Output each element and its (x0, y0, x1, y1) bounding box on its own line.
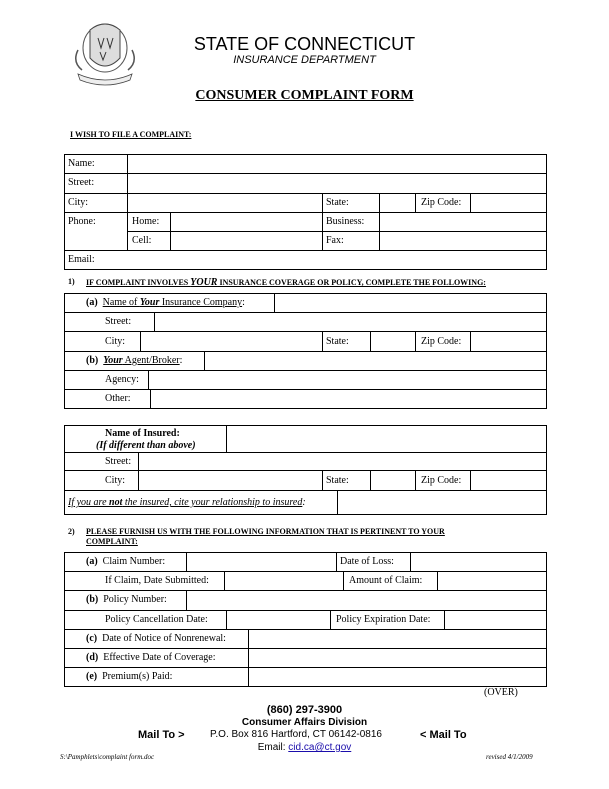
cell-phone-field[interactable] (171, 232, 321, 249)
street-label: Street: (68, 177, 95, 188)
insured-city-label: City: (105, 475, 126, 486)
premium-paid-field[interactable] (249, 668, 545, 685)
home-phone-label: Home: (132, 216, 160, 227)
amount-of-claim-field[interactable] (438, 572, 545, 589)
section-1-number: 1) (68, 277, 75, 286)
insured-street-label: Street: (105, 456, 132, 467)
insured-name-note: (If different than above) (96, 440, 196, 451)
business-phone-field[interactable] (380, 213, 545, 230)
insurance-company-label: (a) Name of Your Insurance Company: (86, 297, 245, 308)
expiration-date-field[interactable] (445, 611, 545, 628)
file-path: S:\Pamphlets\complaint form.doc (60, 753, 155, 761)
complaint-heading: I WISH TO FILE A COMPLAINT: (70, 130, 192, 139)
zip-field[interactable] (471, 194, 545, 211)
claim-number-field[interactable] (187, 553, 335, 570)
over-note: (OVER) (484, 687, 518, 698)
section-2-heading-line-1: PLEASE FURNISH US WITH THE FOLLOWING INFORMATION THAT IS PERTINENT TO YOUR (86, 527, 445, 536)
agent-broker-label: (b) Your Agent/Broker: (86, 355, 183, 366)
other-label: Other: (105, 393, 131, 404)
agency-label: Agency: (105, 374, 139, 385)
company-zip-label: Zip Code: (421, 336, 462, 347)
insured-name-label: Name of Insured: (105, 428, 180, 439)
state-label: State: (326, 197, 349, 208)
policy-number-field[interactable] (187, 591, 545, 609)
policy-number-label: (b) Policy Number: (86, 594, 167, 605)
claim-date-submitted-label: If Claim, Date Submitted: (105, 575, 209, 586)
claim-date-submitted-field[interactable] (225, 572, 342, 589)
date-of-loss-label: Date of Loss: (340, 556, 394, 567)
revised-date: revised 4/1/2009 (486, 753, 533, 761)
effective-date-label: (d) Effective Date of Coverage: (86, 652, 216, 663)
mail-to-left: Mail To > (138, 729, 185, 741)
email-link[interactable]: cid.ca@ct.gov (288, 742, 352, 753)
email-label: Email: (68, 254, 95, 265)
zip-label: Zip Code: (421, 197, 462, 208)
business-phone-label: Business: (326, 216, 365, 227)
date-of-loss-field[interactable] (411, 553, 545, 570)
insured-city-field[interactable] (139, 471, 321, 489)
form-title: CONSUMER COMPLAINT FORM (195, 88, 414, 103)
effective-date-field[interactable] (249, 649, 545, 666)
cell-phone-label: Cell: (132, 235, 152, 246)
company-state-field[interactable] (371, 332, 414, 350)
fax-field[interactable] (380, 232, 545, 249)
agent-broker-field[interactable] (205, 352, 545, 369)
company-street-field[interactable] (155, 313, 545, 330)
department-subtitle: INSURANCE DEPARTMENT (233, 54, 376, 66)
city-label: City: (68, 197, 89, 208)
insured-zip-field[interactable] (471, 471, 545, 489)
fax-label: Fax: (326, 235, 344, 246)
name-label: Name: (68, 158, 95, 169)
insured-state-field[interactable] (371, 471, 414, 489)
company-zip-field[interactable] (471, 332, 545, 350)
nonrenewal-date-field[interactable] (249, 630, 545, 647)
section-1-heading: IF COMPLAINT INVOLVES YOUR INSURANCE COVERAGE OR POLICY, COMPLETE THE FOLLOWING: (86, 277, 486, 288)
state-title: STATE OF CONNECTICUT (193, 34, 416, 54)
company-state-label: State: (326, 336, 349, 347)
nonrenewal-date-label: (c) Date of Notice of Nonrenewal: (86, 633, 226, 644)
footer-address: P.O. Box 816 Hartford, CT 06142-0816 (210, 729, 382, 740)
footer-email-line: Email: cid.ca@ct.gov (257, 742, 352, 753)
amount-of-claim-label: Amount of Claim: (349, 575, 423, 586)
insured-street-field[interactable] (139, 453, 545, 469)
street-field[interactable] (128, 174, 545, 192)
email-field[interactable] (110, 251, 545, 268)
section-2-heading-line-2: COMPLAINT: (86, 537, 138, 546)
insured-zip-label: Zip Code: (421, 475, 462, 486)
footer-division: Consumer Affairs Division (241, 717, 368, 728)
name-field[interactable] (128, 155, 545, 172)
company-city-field[interactable] (141, 332, 321, 350)
premium-paid-label: (e) Premium(s) Paid: (86, 671, 173, 682)
expiration-date-label: Policy Expiration Date: (336, 614, 431, 625)
cancellation-date-label: Policy Cancellation Date: (105, 614, 208, 625)
other-field[interactable] (151, 390, 545, 407)
insured-name-field[interactable] (227, 426, 545, 451)
mail-to-right: < Mail To (420, 729, 467, 741)
relationship-field[interactable] (338, 491, 545, 513)
home-phone-field[interactable] (171, 213, 321, 230)
city-field[interactable] (128, 194, 321, 211)
phone-label: Phone: (68, 216, 96, 227)
company-street-label: Street: (105, 316, 132, 327)
relationship-label: If you are not the insured, cite your relationship to insured: (68, 497, 306, 508)
cancellation-date-field[interactable] (227, 611, 329, 628)
agency-field[interactable] (149, 371, 545, 388)
section-2-number: 2) (68, 527, 75, 536)
company-city-label: City: (105, 336, 126, 347)
insured-state-label: State: (326, 475, 349, 486)
footer-phone: (860) 297-3900 (266, 704, 343, 716)
claim-number-label: (a) Claim Number: (86, 556, 166, 567)
insurance-company-field[interactable] (275, 294, 545, 311)
state-field[interactable] (380, 194, 414, 211)
